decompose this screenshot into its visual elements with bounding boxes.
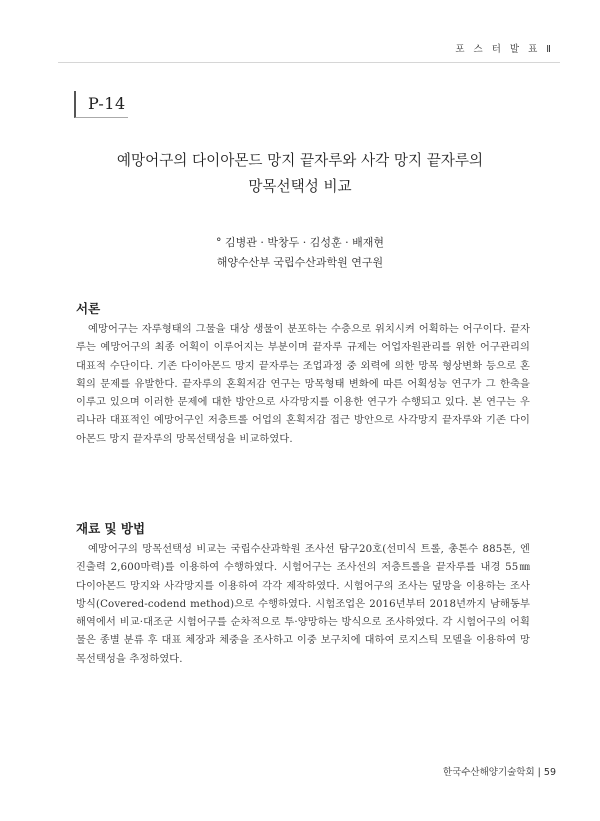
- page-footer: 한국수산해양기술학회 | 59: [442, 767, 556, 778]
- section-heading-methods: 재료 및 방법: [76, 521, 146, 536]
- authors: ° 김병관 · 박창두 · 김성훈 · 배재현: [216, 236, 384, 249]
- paper-code: P-14: [88, 94, 126, 113]
- paper-code-box: [74, 91, 128, 118]
- header-rule: [58, 62, 560, 63]
- introduction-paragraph: 예망어구는 자루형태의 그물을 대상 생물이 분포하는 수층으로 위치시켜 어획하는 어구이다. 끝자루는 예망어구의 최종 어획이 이루어지는 부분이며 끝자루 규제는 어업자원관리를 위한 어구관리의 대표적 수단이다. 기존 다이아몬드 망지 끝자루는 조업과정 중 외력에 의한 망목 형상변화 등으로 혼획의 문제를 유발한다. 끝자루의 혼획저감 연구는 망목형태 변화에 따른 어획성능 연구가 그 한축을 이루고 있으며 이러한 문제에 대한 방안으로 사각망지를 이용한 연구가 수행되고 있다. 본 연구는 우리나라 대표적인 예망어구인 저층트롤 어업의 혼획저감 접근 방안으로 사각망지 끝자루와 기존 다이아몬드 망지 끝자루의 망목선택성을 비교하였다.: [76, 324, 530, 445]
- author-block: [60, 233, 540, 273]
- methods-paragraph: 예망어구의 망목선택성 비교는 국립수산과학원 조사선 탐구20호(선미식 트롤, 총톤수 885톤, 엔진출력 2,600마력)를 이용하여 수행하였다. 시험어구는 조사선의 저층트롤을 끝자루를 내경 55㎜ 다이아몬드 망지와 사각망지를 이용하여 각각 제작하였다. 시험어구의 조사는 덮망을 이용하는 조사방식(Covered-codend method)으로 수행하였다. 시험조업은 2016년부터 2018년까지 남해동부해역에서 비교·대조군 시험어구를 순차적으로 투·양망하는 방식으로 조사하였다. 각 시험어구의 어획물은 종별 분류 후 대표 체장과 체중을 조사하고 이중 보구치에 대하여 로지스틱 모델을 이용하여 망목선택성을 추정하였다.: [76, 544, 530, 665]
- title-line-2: 망목선택성 비교: [248, 178, 352, 195]
- paper-title: [60, 148, 540, 200]
- title-line-1: 예망어구의 다이아몬드 망지 끝자루와 사각 망지 끝자루의: [116, 152, 484, 169]
- affiliation: 해양수산부 국립수산과학원 연구원: [216, 256, 384, 269]
- section-heading-introduction: 서론: [76, 301, 101, 316]
- section-label: 포 스 터 발 표 Ⅱ: [455, 44, 554, 55]
